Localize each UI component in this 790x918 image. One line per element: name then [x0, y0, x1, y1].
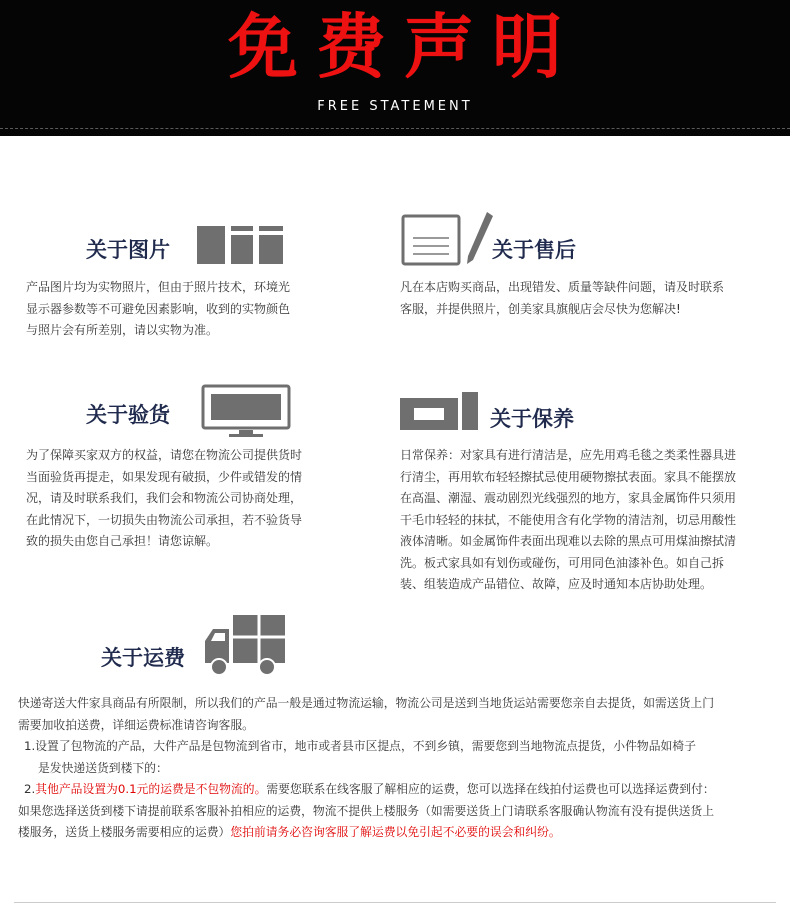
section-text-inspection — [26, 445, 302, 553]
text-line: 况，请及时联系我们，我们会和物流公司协商处理， — [26, 491, 303, 505]
section-heading-pictures: 关于图片 — [86, 238, 170, 262]
page-title: 免费声明 — [228, 5, 580, 88]
text-line: 客服，并提供照片，创美家具旗舰店会尽快为您解决! — [400, 301, 681, 316]
text-line: 在此情况下，一切损失由物流公司承担，若不验货导 — [26, 512, 303, 527]
text-line: 1.设置了包物流的产品，大件产品是包物流到省市，地市或者县市区提点，不到乡镇，需要您到当地物流点提货，小件物品如椅子 — [24, 739, 696, 753]
notepad-pen-icon — [401, 210, 497, 268]
text-line: 如果您选择送货到楼下请提前联系客服补拍相应的运费，物流不提供上楼服务（如需要送货上门请联系客服确认物流有没有提供送货上 — [18, 803, 715, 818]
text-line: 在高温、潮湿、震动剧烈光线强烈的地方，家具金属饰件只须用 — [400, 491, 737, 505]
delivery-truck-icon — [203, 611, 287, 679]
warning-text: 您拍前请务必咨询客服了解运费以免引起不必要的误会和纠纷。 — [230, 825, 561, 839]
list-number: 2. — [24, 782, 36, 796]
text-line: 显示器参数等不可避免因素影响，收到的实物颜色 — [26, 301, 291, 316]
text-segment: 楼服务，送货上楼服务需要相应的运费） — [18, 825, 231, 839]
text-line: 行清尘，再用软布轻轻擦拭忌使用硬物擦拭表面。家具不能摆放 — [400, 469, 737, 484]
page-subtitle: FREE STATEMENT — [317, 99, 473, 114]
cleaning-box-icon — [400, 392, 482, 434]
text-line: 与照片会有所差别，请以实物为准。 — [26, 323, 219, 337]
text-line: 装、组装造成产品错位、故障，应及时通知本店协助处理。 — [400, 577, 713, 591]
section-text-pictures — [26, 277, 290, 342]
text-line: 是发快递送货到楼下的： — [38, 760, 168, 775]
header-banner — [0, 0, 790, 136]
text-line: 致的损失由您自己承担！请您谅解。 — [26, 534, 219, 548]
text-line: 需要加收拍送费，详细运费标准请咨询客服。 — [18, 717, 254, 732]
section-text-shipping — [18, 693, 715, 844]
footer-divider — [14, 902, 776, 903]
section-heading-shipping: 关于运费 — [101, 646, 185, 670]
section-heading-maintenance: 关于保养 — [490, 407, 574, 431]
photo-grid-icon — [197, 226, 289, 266]
text-line: 日常保养：对家具有进行清洁是，应先用鸡毛毯之类柔性器具进 — [400, 448, 737, 462]
text-line: 当面验货再提走，如果发现有破损，少件或错发的情 — [26, 469, 303, 484]
section-heading-inspection: 关于验货 — [86, 403, 170, 427]
text-line — [18, 779, 715, 801]
text-segment: 需要您联系在线客服了解相应的运费，您可以选择在线拍付运费也可以选择运费到付： — [266, 782, 715, 796]
text-line: 快递寄送大件家具商品有所限制，所以我们的产品一般是通过物流运输，物流公司是送到当地货运站需要您亲自去提货，如需送货上门 — [18, 696, 715, 710]
text-line: 为了保障买家双方的权益，请您在物流公司提供货时 — [26, 448, 303, 462]
section-heading-after-sales: 关于售后 — [492, 238, 576, 262]
monitor-icon — [201, 384, 293, 438]
section-text-maintenance — [400, 445, 736, 596]
text-line: 干毛巾轻轻的抹拭，不能使用含有化学物的清洁剂，切忌用酸性 — [400, 512, 737, 527]
banner-divider — [0, 128, 790, 129]
section-text-after-sales — [400, 277, 724, 320]
text-line — [18, 822, 715, 844]
text-line: 产品图片均为实物照片，但由于照片技术，环境光 — [26, 280, 291, 294]
warning-text: 其他产品设置为0.1元的运费是不包物流的。 — [35, 782, 267, 796]
text-line: 凡在本店购买商品，出现错发、质量等缺件问题，请及时联系 — [400, 280, 725, 294]
text-line: 洗。板式家具如有划伤或碰伤，可用同色油漆补色。如自己拆 — [400, 555, 725, 570]
text-line: 液体清晰。如金属饰件表面出现难以去除的黑点可用煤油擦拭清 — [400, 534, 737, 548]
